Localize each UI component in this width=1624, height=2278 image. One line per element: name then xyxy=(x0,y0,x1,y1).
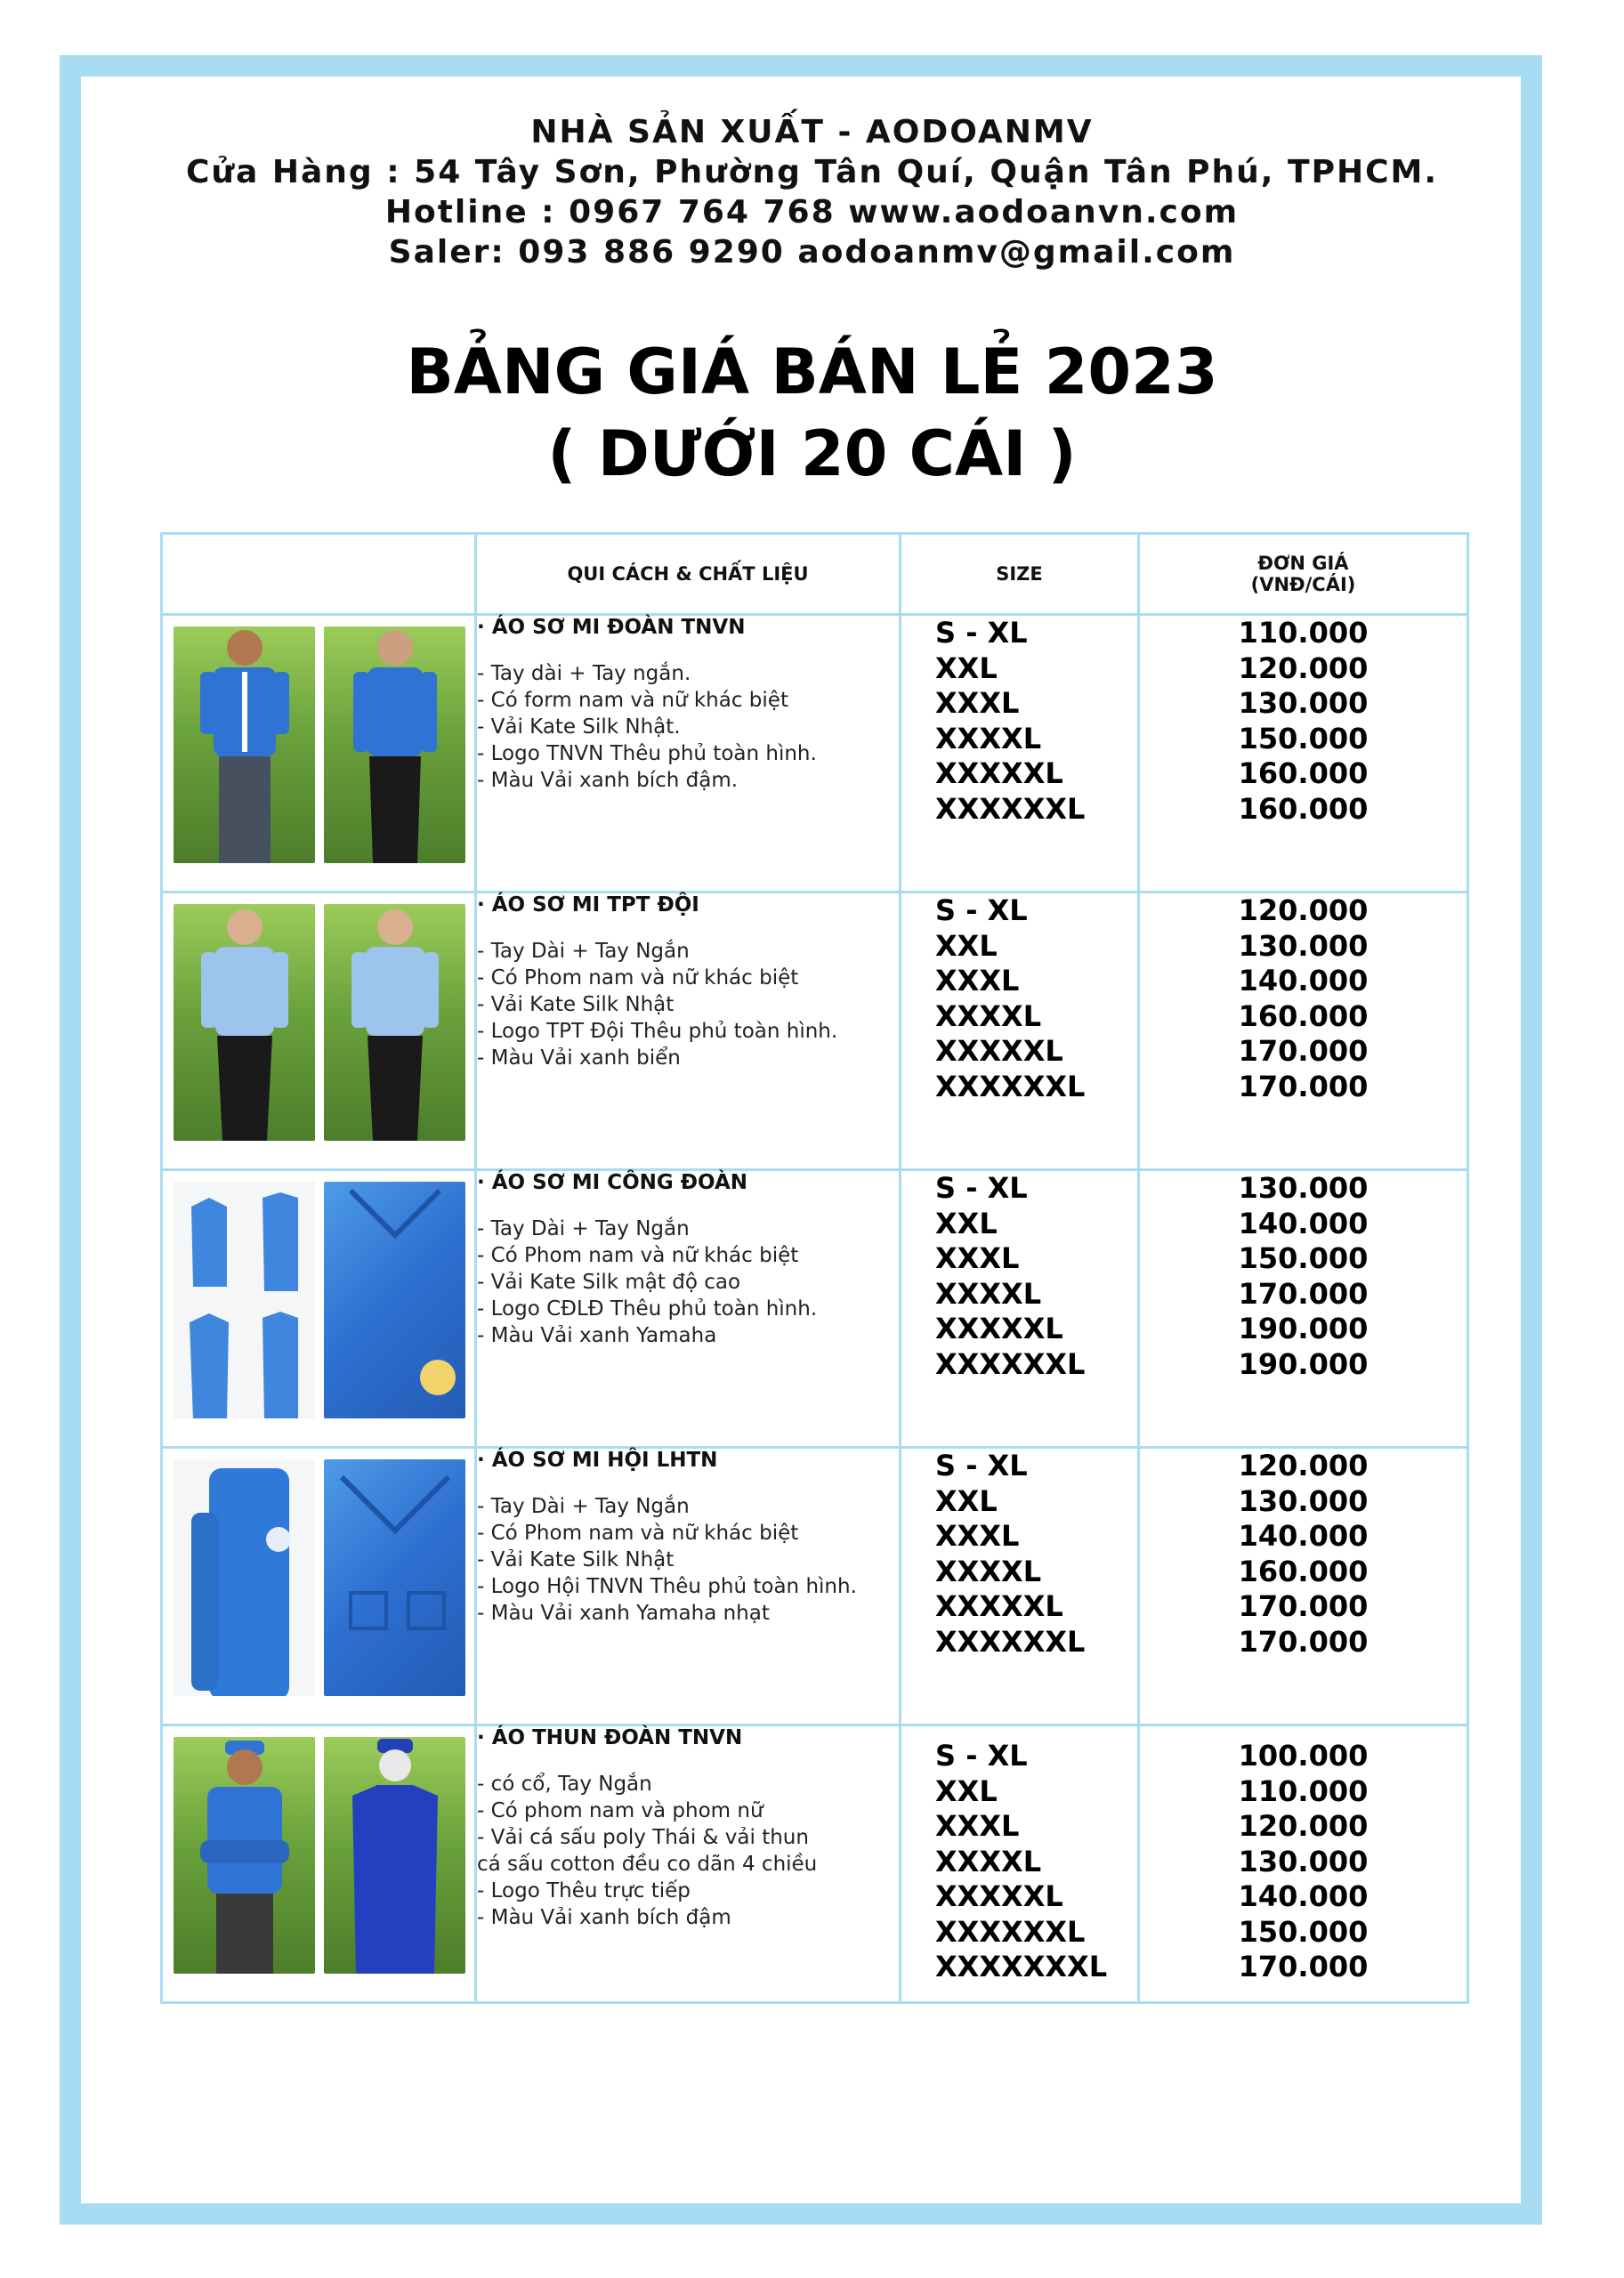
price-value: 170.000 xyxy=(1238,1069,1369,1103)
size-cell xyxy=(901,893,1139,1170)
price-value: 160.000 xyxy=(1238,1554,1369,1588)
price-value: 110.000 xyxy=(1238,616,1369,650)
size-value: S - XL xyxy=(935,1449,1028,1482)
table-row xyxy=(162,1725,1468,2003)
product-photos xyxy=(162,1170,476,1448)
table-row xyxy=(162,1170,1468,1448)
size-cell xyxy=(901,1448,1139,1725)
price-value: 170.000 xyxy=(1238,1950,1369,1983)
spec-line: - Vải Kate Silk Nhật xyxy=(477,993,675,1016)
male-model-photo xyxy=(174,626,315,863)
spec-line: - Logo TNVN Thêu phủ toàn hình. xyxy=(477,742,817,765)
size-value: XXXL xyxy=(935,1241,1020,1275)
size-value: XXXXXL xyxy=(935,1879,1063,1913)
spec-cell xyxy=(476,1170,901,1448)
price-value: 140.000 xyxy=(1238,1519,1369,1553)
size-value: XXXXXL xyxy=(935,1589,1063,1623)
female-model-photo xyxy=(174,904,315,1141)
spec-line: - Có phom nam và phom nữ xyxy=(477,1799,764,1822)
size-cell xyxy=(901,1170,1139,1448)
manufacturer-header xyxy=(0,112,1624,272)
spec-line: - Logo TPT Đội Thêu phủ toàn hình. xyxy=(477,1020,838,1043)
price-value: 100.000 xyxy=(1238,1739,1369,1773)
title-line-1: BẢNG GIÁ BÁN LẺ 2023 xyxy=(406,335,1218,408)
price-value: 160.000 xyxy=(1238,998,1369,1033)
price-value: 120.000 xyxy=(1238,1809,1369,1843)
price-value: 130.000 xyxy=(1238,686,1369,720)
size-value: S - XL xyxy=(935,616,1028,650)
table-row xyxy=(162,615,1468,893)
spec-line: - Vải cá sấu poly Thái & vải thun xyxy=(477,1826,809,1849)
price-value: 160.000 xyxy=(1238,791,1369,826)
price-value: 190.000 xyxy=(1238,1346,1369,1381)
price-value: 170.000 xyxy=(1238,1034,1369,1068)
spec-line: cá sấu cotton đều co dãn 4 chiều xyxy=(477,1853,818,1876)
spec-line: - Logo Hội TNVN Thêu phủ toàn hình. xyxy=(477,1575,857,1598)
title-line-2: ( DƯỚI 20 CÁI ) xyxy=(547,417,1077,490)
price-value: 170.000 xyxy=(1238,1589,1369,1623)
size-value: XXL xyxy=(935,928,998,963)
spec-line: - Có Phom nam và nữ khác biệt xyxy=(477,966,799,990)
spec-line: - Vải Kate Silk mật độ cao xyxy=(477,1271,741,1294)
price-value: 170.000 xyxy=(1238,1276,1369,1311)
size-value: XXXXXXL xyxy=(935,1346,1086,1381)
size-value: XXXL xyxy=(935,1519,1020,1553)
header-line-3: Hotline : 0967 764 768 www.aodoanvn.com xyxy=(384,194,1240,230)
spec-cell xyxy=(476,893,901,1170)
spec-line: - Vải Kate Silk Nhật. xyxy=(477,715,681,739)
spec-line: - Vải Kate Silk Nhật xyxy=(477,1548,675,1571)
price-cell xyxy=(1139,1725,1468,2003)
size-value: XXXXL xyxy=(935,1276,1042,1311)
header-line-4: Saler: 093 886 9290 aodoanmv@gmail.com xyxy=(388,234,1236,271)
spec-line: - Có form nam và nữ khác biệt xyxy=(477,689,788,712)
size-value: XXXXXXXL xyxy=(935,1950,1108,1983)
price-value: 150.000 xyxy=(1238,721,1369,755)
model-sleeve-photo xyxy=(174,1459,315,1696)
shirt-closeup-photo xyxy=(324,1182,465,1418)
price-value: 120.000 xyxy=(1238,650,1369,685)
size-value: XXXXL xyxy=(935,1844,1042,1878)
spec-line: - Có Phom nam và nữ khác biệt xyxy=(477,1244,799,1267)
size-value: XXXXXL xyxy=(935,1312,1063,1345)
size-value: XXXXL xyxy=(935,998,1042,1033)
size-value: XXXXL xyxy=(935,721,1042,755)
price-cell xyxy=(1139,1448,1468,1725)
male-model-photo xyxy=(174,1737,315,1974)
product-name: · ÁO SƠ MI HỘI LHTN xyxy=(477,1449,718,1472)
size-value: XXXXXXL xyxy=(935,791,1086,826)
spec-line: - Màu Vải xanh biển xyxy=(477,1046,681,1070)
price-value: 130.000 xyxy=(1238,1844,1369,1878)
price-table xyxy=(160,532,1469,2004)
header-line-1: NHÀ SẢN XUẤT - AODOANMV xyxy=(530,114,1094,150)
size-value: XXL xyxy=(935,1773,998,1808)
price-value: 140.000 xyxy=(1238,1879,1369,1913)
size-value: XXXXXXL xyxy=(935,1069,1086,1103)
spec-line: - Tay dài + Tay ngắn. xyxy=(477,662,691,685)
spec-line: - Màu Vải xanh bích đậm. xyxy=(477,769,739,792)
product-name: · ÁO SƠ MI TPT ĐỘI xyxy=(477,893,699,917)
price-cell xyxy=(1139,1170,1468,1448)
header-image xyxy=(162,534,476,615)
spec-cell xyxy=(476,1725,901,2003)
product-name: · ÁO THUN ĐOÀN TNVN xyxy=(477,1726,743,1749)
shirt-flatlay-photo xyxy=(174,1182,315,1418)
spec-cell xyxy=(476,1448,901,1725)
product-name: · ÁO SƠ MI CÔNG ĐOÀN xyxy=(477,1171,748,1194)
table-row xyxy=(162,893,1468,1170)
price-value: 160.000 xyxy=(1238,756,1369,790)
spec-cell xyxy=(476,615,901,893)
product-name: · ÁO SƠ MI ĐOÀN TNVN xyxy=(477,616,746,639)
size-value: S - XL xyxy=(935,1171,1028,1205)
header-line-2: Cửa Hàng : 54 Tây Sơn, Phường Tân Quí, Quận Tân Phú, TPHCM. xyxy=(185,154,1439,190)
spec-line: - Màu Vải xanh bích đậm xyxy=(477,1906,731,1929)
size-value: XXL xyxy=(935,1483,998,1518)
header-price xyxy=(1139,534,1468,615)
price-value: 170.000 xyxy=(1238,1624,1369,1659)
spec-line: - Logo CĐLĐ Thêu phủ toàn hình. xyxy=(477,1297,818,1321)
price-value: 150.000 xyxy=(1238,1241,1369,1275)
spec-line: - có cổ, Tay Ngắn xyxy=(477,1773,652,1796)
price-value: 110.000 xyxy=(1238,1773,1369,1808)
price-list-title xyxy=(0,331,1624,495)
price-cell xyxy=(1139,893,1468,1170)
size-value: XXXXXL xyxy=(935,756,1063,790)
header-price-line-1: ĐƠN GIÁ xyxy=(1257,553,1349,574)
table-header-row xyxy=(162,534,1468,615)
spec-line: - Màu Vải xanh Yamaha nhạt xyxy=(477,1602,770,1625)
size-value: S - XL xyxy=(935,1739,1028,1773)
size-value: XXL xyxy=(935,650,998,685)
size-value: XXXXXL xyxy=(935,1034,1063,1068)
female-model-photo xyxy=(324,904,465,1141)
price-value: 150.000 xyxy=(1238,1914,1369,1949)
spec-line: - Tay Dài + Tay Ngắn xyxy=(477,1495,690,1518)
size-cell xyxy=(901,615,1139,893)
size-value: XXXL xyxy=(935,1809,1020,1843)
product-photos xyxy=(162,1448,476,1725)
size-value: XXXL xyxy=(935,686,1020,720)
price-value: 140.000 xyxy=(1238,964,1369,998)
size-value: XXXXXXL xyxy=(935,1914,1086,1949)
size-cell xyxy=(901,1725,1139,2003)
header-spec: QUI CÁCH & CHẤT LIỆU xyxy=(476,534,901,615)
spec-line: - Màu Vải xanh Yamaha xyxy=(477,1324,717,1347)
header-size: SIZE xyxy=(901,534,1139,615)
price-value: 120.000 xyxy=(1238,893,1369,927)
price-value: 140.000 xyxy=(1238,1206,1369,1240)
price-value: 130.000 xyxy=(1238,1483,1369,1518)
product-photos xyxy=(162,615,476,893)
product-photos xyxy=(162,1725,476,2003)
price-value: 130.000 xyxy=(1238,1171,1369,1205)
size-value: XXXXXXL xyxy=(935,1624,1086,1659)
female-model-photo xyxy=(324,626,465,863)
size-value: XXL xyxy=(935,1206,998,1240)
product-photos xyxy=(162,893,476,1170)
price-cell xyxy=(1139,615,1468,893)
mannequin-photo xyxy=(324,1737,465,1974)
header-price-line-2: (VNĐ/CÁI) xyxy=(1250,574,1356,595)
table-row xyxy=(162,1448,1468,1725)
size-value: S - XL xyxy=(935,893,1028,927)
shirt-closeup-photo xyxy=(324,1459,465,1696)
spec-line: - Tay Dài + Tay Ngắn xyxy=(477,940,690,963)
price-value: 130.000 xyxy=(1238,928,1369,963)
size-value: XXXL xyxy=(935,964,1020,998)
spec-line: - Tay Dài + Tay Ngắn xyxy=(477,1217,690,1240)
spec-line: - Logo Thêu trực tiếp xyxy=(477,1879,691,1902)
size-value: XXXXL xyxy=(935,1554,1042,1588)
price-value: 190.000 xyxy=(1238,1312,1369,1345)
price-value: 120.000 xyxy=(1238,1449,1369,1482)
spec-line: - Có Phom nam và nữ khác biệt xyxy=(477,1522,799,1545)
